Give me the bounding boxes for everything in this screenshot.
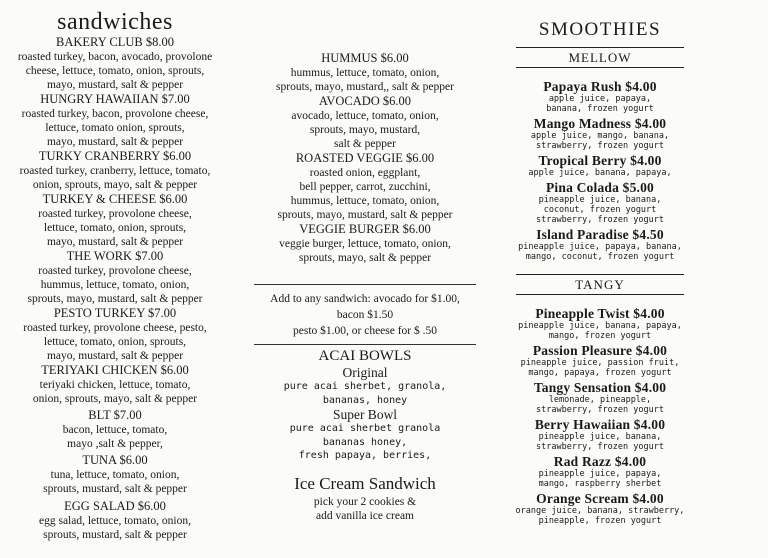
smoothie-item <box>500 417 700 452</box>
item-name: Passion Pleasure $4.00 <box>532 343 668 358</box>
item-desc: sprouts, mayo, mustard, <box>309 124 421 136</box>
item-desc: pineapple juice, banana, <box>538 432 662 442</box>
item-name: HUNGRY HAWAIIAN $7.00 <box>40 92 190 106</box>
item-desc: strawberry, frozen yogurt <box>536 215 664 225</box>
item-desc: tuna, lettuce, tomato, onion, <box>50 469 180 481</box>
addons-line: Add to any sandwich: avocado for $1.00, <box>270 293 460 305</box>
item-desc: mayo, mustard, salt & pepper <box>46 136 184 148</box>
item-desc: lettuce, tomato, onion, sprouts, <box>43 222 187 234</box>
item-desc: roasted turkey, provolone cheese, <box>38 265 192 277</box>
item-desc: strawberry, frozen yogurt <box>536 141 664 151</box>
item-name: Orange Scream $4.00 <box>536 491 664 506</box>
item-desc: hummus, lettuce, tomato, onion, <box>290 195 440 207</box>
item-desc: sprouts, mustard, salt & pepper <box>43 483 187 495</box>
menu-item <box>8 249 222 306</box>
item-name: ROASTED VEGGIE $6.00 <box>295 151 435 165</box>
smoothie-item <box>500 306 700 341</box>
item-desc: strawberry, frozen yogurt <box>536 442 664 452</box>
item-desc: roasted turkey, cranberry, lettuce, tomato, <box>19 165 211 177</box>
item-name: Tropical Berry $4.00 <box>538 153 662 168</box>
smoothie-item <box>500 380 700 415</box>
menu-item <box>8 453 222 496</box>
item-desc: pineapple juice, banana, papaya, <box>518 321 682 331</box>
item-desc: mayo, mustard, salt & pepper <box>46 350 184 362</box>
acai-heading: ACAI BOWLS <box>318 348 412 364</box>
menu-item <box>8 35 222 92</box>
item-desc: orange juice, banana, strawberry, <box>515 506 685 516</box>
item-desc: roasted turkey, bacon, provolone cheese, <box>21 108 209 120</box>
item-desc: bacon, lettuce, tomato, <box>62 424 168 436</box>
item-desc: sprouts, mayo, mustard, salt & pepper <box>277 209 453 221</box>
item-name: Mango Madness $4.00 <box>533 116 667 131</box>
item-name: BLT $7.00 <box>88 408 142 422</box>
item-name: Island Paradise $4.50 <box>536 227 664 242</box>
menu-item <box>254 94 476 151</box>
menu-item <box>8 499 222 542</box>
item-desc: mayo ,salt & pepper, <box>67 438 163 450</box>
acai-section <box>254 348 476 463</box>
smoothie-item <box>500 153 700 178</box>
item-name: TUNA $6.00 <box>82 453 148 467</box>
mellow-label: MELLOW <box>516 47 684 68</box>
addons-note <box>254 285 476 344</box>
item-desc: mayo, mustard, salt & pepper <box>46 236 184 248</box>
item-desc: pineapple juice, banana, <box>538 195 662 205</box>
item-desc: salt & pepper <box>334 138 396 150</box>
item-desc: mango, raspberry sherbet <box>538 479 662 489</box>
item-desc: apple juice, papaya, <box>548 94 652 104</box>
tangy-label: TANGY <box>516 274 684 295</box>
item-desc: fresh papaya, berries, <box>298 450 432 461</box>
item-desc: sprouts, mayo, mustard, salt & pepper <box>27 293 203 305</box>
item-desc: mayo, mustard, salt & pepper <box>46 79 184 91</box>
item-desc: mango, papaya, frozen yogurt <box>528 368 672 378</box>
ice-cream-section <box>254 473 476 523</box>
item-desc: onion, sprouts, mayo, salt & pepper <box>32 179 198 191</box>
item-name: Pina Colada $5.00 <box>545 180 655 195</box>
item-desc: pure acai sherbet granola <box>289 423 441 434</box>
item-name: Rad Razz $4.00 <box>553 454 647 469</box>
item-desc: teriyaki chicken, lettuce, tomato, <box>39 379 191 391</box>
item-name: PESTO TURKEY $7.00 <box>53 306 177 320</box>
menu-item <box>8 306 222 363</box>
menu-item <box>8 408 222 451</box>
menu-item <box>8 192 222 249</box>
smoothie-item <box>500 180 700 225</box>
item-desc: lettuce, tomato onion, sprouts, <box>45 122 185 134</box>
item-desc: apple juice, mango, banana, <box>530 131 670 141</box>
middle-column <box>254 0 476 523</box>
item-name: Berry Hawaiian $4.00 <box>534 417 666 432</box>
item-desc: mango, frozen yogurt <box>548 331 652 341</box>
item-name: EGG SALAD $6.00 <box>64 499 166 513</box>
item-desc: hummus, lettuce, tomato, onion, <box>40 279 190 291</box>
addons-line: pesto $1.00, or cheese for $ .50 <box>292 325 438 337</box>
item-name: TERIYAKI CHICKEN $6.00 <box>41 363 189 377</box>
item-desc: apple juice, banana, papaya, <box>528 168 672 178</box>
item-desc: onion, sprouts, mayo, salt & pepper <box>32 393 198 405</box>
item-name: Original <box>342 365 388 380</box>
menu-item <box>8 92 222 149</box>
item-desc: sprouts, mustard, salt & pepper <box>43 529 187 541</box>
item-desc: strawberry, frozen yogurt <box>536 405 664 415</box>
divider <box>254 344 476 345</box>
item-name: VEGGIE BURGER $6.00 <box>299 222 431 236</box>
item-desc: mango, coconut, frozen yogurt <box>525 252 675 262</box>
item-desc: add vanilla ice cream <box>315 509 414 522</box>
item-desc: avocado, lettuce, tomato, onion, <box>291 110 439 122</box>
item-desc: banana, frozen yogurt <box>546 104 654 114</box>
item-desc: pineapple juice, papaya, banana, <box>518 242 682 252</box>
item-desc: egg salad, lettuce, tomato, onion, <box>38 515 191 527</box>
ice-cream-heading: Ice Cream Sandwich <box>294 473 436 493</box>
item-desc: pineapple, frozen yogurt <box>538 516 662 526</box>
item-desc: hummus, lettuce, tomato, onion, <box>290 67 440 79</box>
item-desc: sprouts, mayo, mustard,, salt & pepper <box>276 81 454 93</box>
item-name: Tangy Sensation $4.00 <box>533 380 667 395</box>
smoothie-item <box>500 227 700 262</box>
menu-item <box>254 222 476 265</box>
item-name: Pineapple Twist $4.00 <box>535 306 665 321</box>
smoothie-item <box>500 454 700 489</box>
smoothies-column <box>500 0 700 526</box>
item-name: Super Bowl <box>332 407 398 422</box>
item-desc: bananas, honey <box>322 394 408 406</box>
item-desc: pick your 2 cookies & <box>313 495 417 508</box>
item-desc: cheese, lettuce, tomato, onion, sprouts, <box>25 65 205 77</box>
item-name: AVOCADO $6.00 <box>318 94 412 108</box>
sandwiches-column <box>8 0 222 542</box>
item-desc: roasted turkey, bacon, avocado, provolone <box>17 51 213 63</box>
item-desc: coconut, frozen yogurt <box>543 205 657 215</box>
item-name: THE WORK $7.00 <box>66 249 164 263</box>
item-name: TURKEY & CHEESE $6.00 <box>42 192 188 206</box>
smoothie-item <box>500 116 700 151</box>
menu-item <box>254 51 476 94</box>
addons-line: bacon $1.50 <box>336 309 394 321</box>
menu-item <box>254 151 476 222</box>
item-desc: bananas honey, <box>322 436 408 448</box>
item-desc: lettuce, tomato, onion, sprouts, <box>43 336 187 348</box>
smoothies-heading: SMOOTHIES <box>538 19 662 40</box>
menu-item <box>8 149 222 192</box>
item-name: BAKERY CLUB $8.00 <box>56 35 174 49</box>
item-desc: pineapple juice, passion fruit, <box>520 358 680 368</box>
menu-item <box>8 363 222 406</box>
item-desc: pineapple juice, papaya, <box>538 469 662 479</box>
item-desc: veggie burger, lettuce, tomato, onion, <box>279 238 451 250</box>
item-name: TURKY CRANBERRY $6.00 <box>38 149 192 163</box>
smoothie-item <box>500 79 700 114</box>
item-desc: roasted turkey, provolone cheese, <box>38 208 192 220</box>
item-desc: roasted onion, eggplant, <box>309 167 421 179</box>
item-desc: pure acai sherbet, granola, <box>283 381 447 392</box>
item-name: HUMMUS $6.00 <box>321 51 409 65</box>
item-desc: roasted turkey, provolone cheese, pesto, <box>23 322 207 334</box>
item-desc: lemonade, pineapple, <box>548 395 652 405</box>
item-desc: bell pepper, carrot, zucchini, <box>299 181 431 193</box>
item-desc: sprouts, mayo, salt & pepper <box>298 252 432 264</box>
sandwiches-heading: sandwiches <box>57 9 173 35</box>
smoothie-item <box>500 491 700 526</box>
smoothie-item <box>500 343 700 378</box>
item-name: Papaya Rush $4.00 <box>543 79 657 94</box>
